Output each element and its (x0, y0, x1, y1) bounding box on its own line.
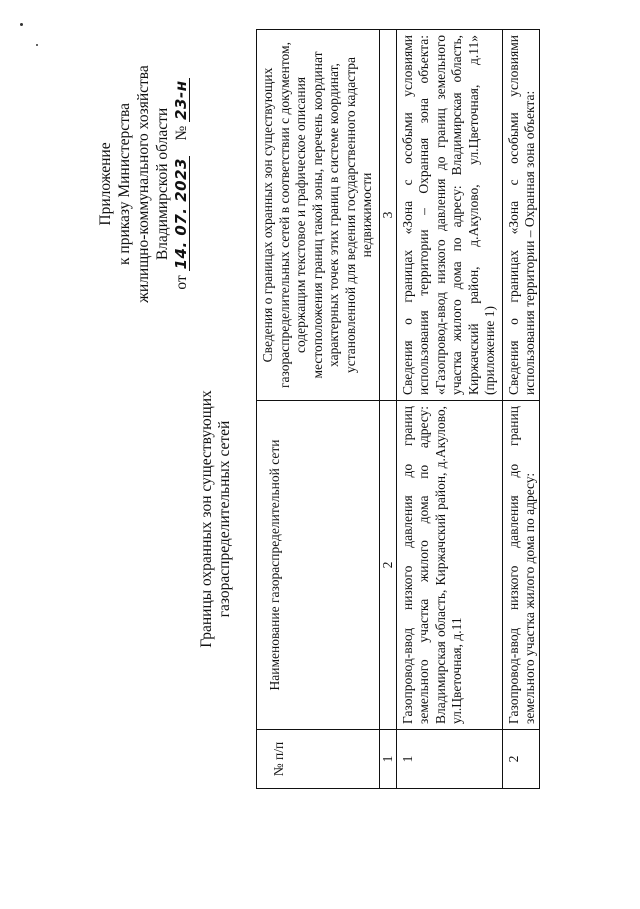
header-col-name: Наименование газораспределительной сети (257, 401, 380, 730)
appendix-header (96, 49, 191, 319)
header-col-number: № п/п (257, 730, 380, 789)
title-line-2: газораспределительных сетей (216, 420, 233, 618)
zones-table (256, 29, 540, 789)
col-index-2: 2 (379, 401, 396, 730)
row-number: 1 (396, 730, 502, 789)
zone-info-cell: Сведения о границах «Зона с особыми условиями использования территории – Охранная зона объекта: (502, 30, 539, 401)
handwritten-number: 23-н (172, 80, 190, 120)
header-col-info: Сведения о границах охранных зон существующих газораспределительных сетей в соответствии с документом, содержащим текстовое и графическое описания местоположения границ такой зоны, перечень координат характерных точек этих границ в системе координат, установленной для ведения государственного кадастра недвижимости (257, 30, 380, 401)
ministry-name-line: жилищно-коммунального хозяйства (135, 65, 152, 303)
zone-info-cell: Сведения о границах «Зона с особыми условиями использования территории – Охранная зона объекта: «Газопровод-ввод низкого давления до границ земельного участка жилого дома по адресу: Владимирская область, Киржачский район, д.Акулово, ул.Цветочная, д.11» (приложение 1) (396, 30, 502, 401)
network-name-cell: Газопровод-ввод низкого давления до границ земельного участка жилого дома по адресу: Владимирская область, Киржачский район, д.Акулово, ул.Цветочная, д.11 (396, 401, 502, 730)
handwritten-date: 14. 07. 2023 (172, 158, 190, 270)
appendix-label: Приложение (97, 142, 114, 226)
table-header-row (257, 30, 380, 789)
table-row (502, 30, 539, 789)
number-prefix: № (173, 125, 190, 141)
table-row (396, 30, 502, 789)
col-index-3: 3 (379, 30, 396, 401)
document-title (198, 309, 234, 729)
title-line-1: Границы охранных зон существующих (198, 390, 215, 648)
order-ref-line: к приказу Министерства (116, 103, 133, 265)
date-number-line (172, 49, 191, 319)
col-index-1: 1 (379, 730, 396, 789)
region-line: Владимирской области (154, 107, 171, 261)
column-number-row (379, 30, 396, 789)
date-prefix: от (173, 275, 190, 290)
row-number: 2 (502, 730, 539, 789)
network-name-cell: Газопровод-ввод низкого давления до границ земельного участка жилого дома по адресу: (502, 401, 539, 730)
